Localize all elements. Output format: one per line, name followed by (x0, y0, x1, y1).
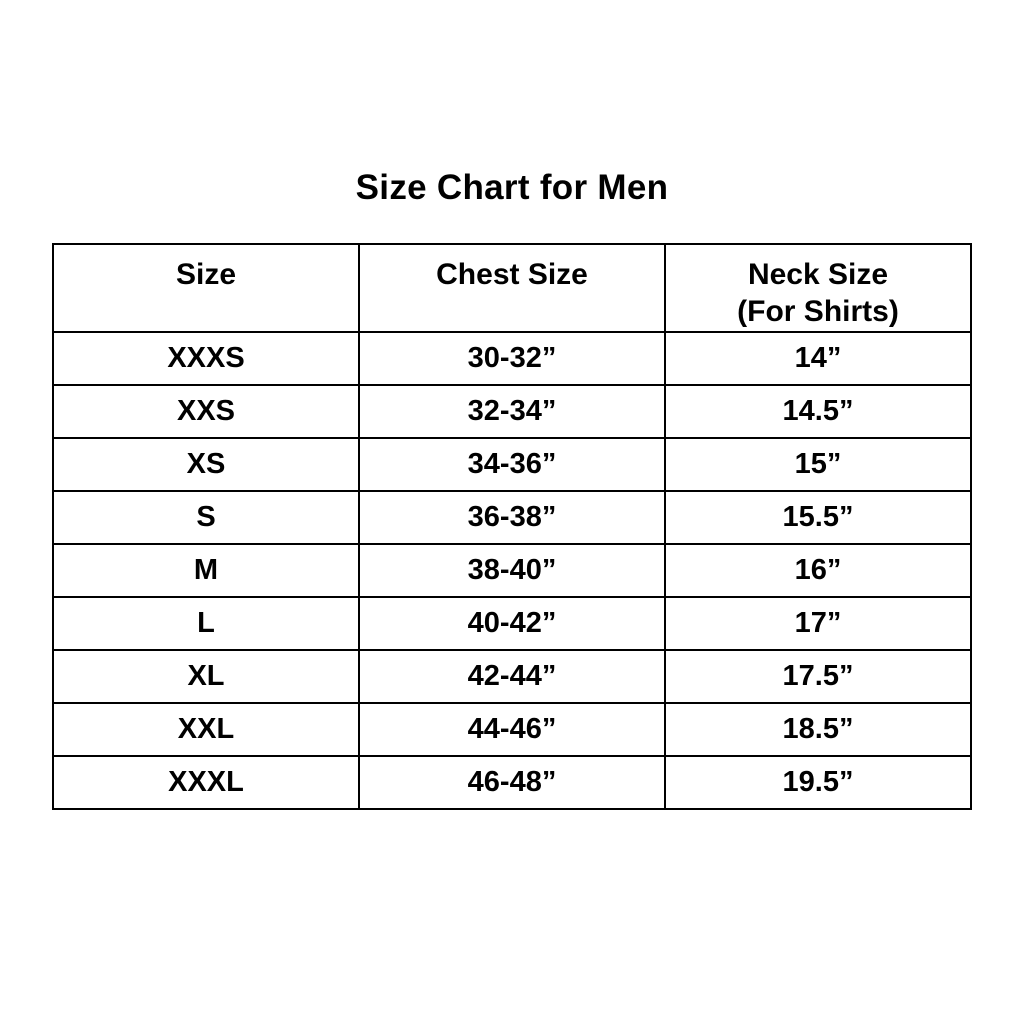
chest-size-cell: 30-32” (359, 332, 665, 385)
header-chest-label: Chest Size (436, 258, 588, 291)
neck-size-cell: 17.5” (665, 650, 971, 703)
header-chest-size (359, 244, 665, 332)
chest-size-cell: 34-36” (359, 438, 665, 491)
table-row (53, 544, 971, 597)
size-cell: XXS (53, 385, 359, 438)
chest-size-cell: 36-38” (359, 491, 665, 544)
chest-size-cell: 40-42” (359, 597, 665, 650)
size-cell: L (53, 597, 359, 650)
table-row (53, 703, 971, 756)
neck-size-cell: 14.5” (665, 385, 971, 438)
header-neck-label-line1: Neck Size (747, 258, 889, 291)
size-cell: XXL (53, 703, 359, 756)
table-row (53, 332, 971, 385)
neck-size-cell: 14” (665, 332, 971, 385)
size-cell: S (53, 491, 359, 544)
header-size-label: Size (175, 258, 237, 291)
neck-size-cell: 16” (665, 544, 971, 597)
page-title: Size Chart for Men (355, 168, 669, 207)
chest-size-cell: 38-40” (359, 544, 665, 597)
header-size (53, 244, 359, 332)
chest-size-cell: 44-46” (359, 703, 665, 756)
size-chart-table (52, 243, 972, 810)
table-row (53, 597, 971, 650)
size-cell: XXXL (53, 756, 359, 809)
size-cell: XL (53, 650, 359, 703)
neck-size-cell: 19.5” (665, 756, 971, 809)
neck-size-cell: 15.5” (665, 491, 971, 544)
size-cell: M (53, 544, 359, 597)
neck-size-cell: 18.5” (665, 703, 971, 756)
table-header (53, 244, 971, 332)
neck-size-cell: 17” (665, 597, 971, 650)
table-row (53, 756, 971, 809)
table-row (53, 491, 971, 544)
size-cell: XS (53, 438, 359, 491)
table-body (53, 332, 971, 809)
header-neck-label-line2: (For Shirts) (737, 294, 899, 328)
table-row (53, 438, 971, 491)
neck-size-cell: 15” (665, 438, 971, 491)
chest-size-cell: 42-44” (359, 650, 665, 703)
size-cell: XXXS (53, 332, 359, 385)
chest-size-cell: 46-48” (359, 756, 665, 809)
table-row (53, 385, 971, 438)
chest-size-cell: 32-34” (359, 385, 665, 438)
header-neck-size (665, 244, 971, 332)
table-row (53, 650, 971, 703)
header-row (53, 244, 971, 332)
